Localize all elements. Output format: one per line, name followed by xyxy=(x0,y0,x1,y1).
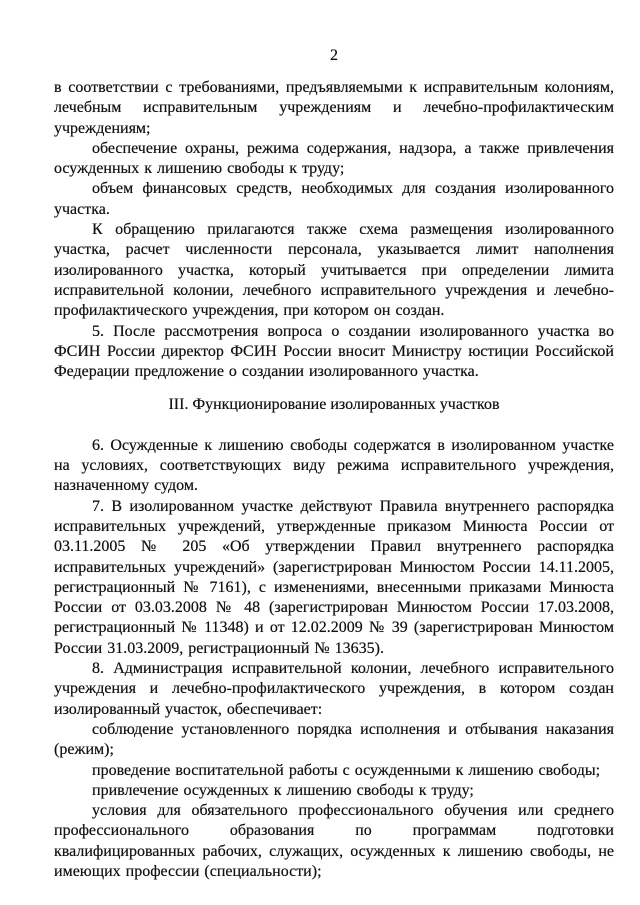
body-paragraph-item-5: 5. После рассмотрения вопроса о создании изолированного участка во ФСИН России директор ФСИН России вносит Министру юстиции Российской Федерации предложение о создании изолированного участка. xyxy=(54,322,614,381)
body-paragraph-item-8: 8. Администрация исправительной колонии, лечебного исправительного учреждения и лечебно-профилактического учреждения, в котором создан изолированный участок, обеспечивает: xyxy=(54,660,614,718)
page-number: 2 xyxy=(330,47,338,64)
body-paragraph-item-7: 7. В изолированном участке действуют Правила внутреннего распорядка исправительных учреждений, утвержденные приказом Минюста России от 03.11.2005 № 205 «Об утверждении Правил внутреннего распорядка исправительных учреждений» (зарегистрирован Минюстом России 14.11.2005, регистрационный № 7161), с изменениями, внесенными приказами Минюста России от 03.03.2008 № 48 (зарегистрирован Минюстом России 17.03.2008, регистрационный № 11348) и от 12.02.2009 № 39 (зарегистрирован Минюстом России 31.03.2009, регистрационный № 13635). xyxy=(54,497,614,657)
body-paragraph: обеспечение охраны, режима содержания, надзора, а также привлечения осужденных к лишению свободы к труду; xyxy=(54,139,614,178)
body-paragraph: К обращению прилагаются также схема размещения изолированного участка, расчет численности персонала, указывается лимит наполнения изолированного участка, который учитывается при определении лимита исправительной колонии, лечебного исправительного учреждения и лечебно-профилактического учреждения, при котором он создан. xyxy=(54,221,614,320)
body-paragraph: соблюдение установленного порядка исполнения и отбывания наказания (режим); xyxy=(54,720,614,759)
body-paragraph: привлечение осужденных к лишению свободы к труду; xyxy=(92,781,474,799)
body-paragraph: условия для обязательного профессионального обучения или среднего профессионального образования по программам подготовки квалифицированных рабочих, служащих, осужденных к лишению свободы, не имеющих профессии (специальности); xyxy=(54,802,614,880)
section-heading: III. Функционирование изолированных участков xyxy=(168,396,500,414)
body-paragraph: объем финансовых средств, необходимых для создания изолированного участка. xyxy=(54,180,614,218)
body-paragraph-item-6: 6. Осужденные к лишению свободы содержатся в изолированном участке на условиях, соответствующих виду режима исправительного учреждения, назначенному судом. xyxy=(54,436,614,495)
body-paragraph-continuation: в соответствии с требованиями, предъявляемыми к исправительным колониям, лечебным исправительным учреждениям и лечебно-профилактическим учреждениям; xyxy=(54,79,614,137)
body-paragraph: проведение воспитательной работы с осужденными к лишению свободы; xyxy=(92,761,601,779)
